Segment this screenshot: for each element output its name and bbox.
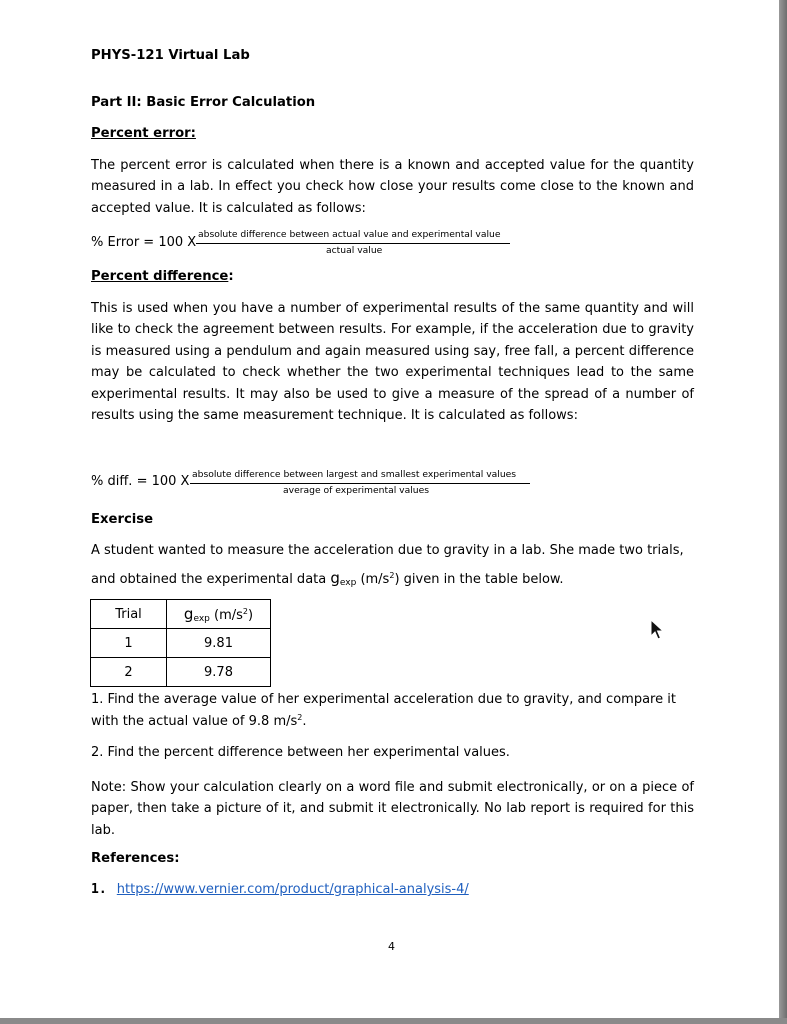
page-edge-shadow-bottom xyxy=(0,1018,787,1024)
gravity-data-table xyxy=(90,599,271,687)
question-1-line2 xyxy=(91,713,307,729)
submission-note: Note: Show your calculation clearly on a word file and submit electronically, or on a piece of paper, then take a picture of it, and submit it electronically. No lab report is required for this lab. xyxy=(91,780,694,838)
units-text: (m/s xyxy=(356,572,390,587)
g-subscript: exp xyxy=(339,578,357,588)
table-cell-value: 9.81 xyxy=(167,629,271,658)
references-heading: References: xyxy=(91,851,180,866)
exercise-intro-line1: A student wanted to measure the acceleration due to gravity in a lab. She made two trials, xyxy=(91,543,684,558)
percent-diff-formula-denominator: average of experimental values xyxy=(283,485,430,496)
units-text: (m/s xyxy=(209,607,243,623)
percent-difference-heading xyxy=(91,269,234,284)
percent-difference-heading-text: Percent difference xyxy=(91,269,229,284)
section-title: Part II: Basic Error Calculation xyxy=(91,95,316,110)
mouse-pointer-icon xyxy=(650,619,666,641)
percent-error-formula-numerator: absolute difference between actual value and experimental value xyxy=(198,229,501,240)
g-symbol: g xyxy=(183,604,194,623)
units-close: ) xyxy=(248,607,254,623)
q1-text: with the actual value of 9.8 m/s xyxy=(91,714,298,729)
g-symbol: g xyxy=(330,569,340,587)
table-header-gexp xyxy=(167,600,271,629)
g-subscript: exp xyxy=(193,613,210,624)
table-row xyxy=(91,629,271,658)
percent-error-heading: Percent error: xyxy=(91,126,196,141)
exercise-intro-line2 xyxy=(91,569,563,588)
q1-period: . xyxy=(302,714,307,729)
units-superscript: 2 xyxy=(242,606,248,616)
percent-difference-paragraph: This is used when you have a number of experimental results of the same quantity and will like to check the agreement between results. For example, if the acceleration due to gravity is measured using a pendulum and again measured using say, free fall, a percent difference may be calculated to check whether the two experimental techniques lead to the same experimental results. It may also be used to give a measure of the spread of a number of results using the same measurement technique. It is calculated as follows: xyxy=(91,301,694,424)
intro-text: and obtained the experimental data xyxy=(91,572,331,587)
table-row xyxy=(91,658,271,687)
question-1-line1: 1. Find the average value of her experimental acceleration due to gravity, and compare it xyxy=(91,692,676,707)
table-cell-trial: 1 xyxy=(91,629,167,658)
page-number: 4 xyxy=(388,940,395,953)
intro-tail: ) given in the table below. xyxy=(394,572,564,587)
page-edge-shadow-right xyxy=(779,0,787,1018)
reference-link[interactable]: https://www.vernier.com/product/graphical-analysis-4/ xyxy=(116,882,469,897)
percent-diff-formula-lhs: % diff. = 100 X xyxy=(91,474,190,489)
table-header-row xyxy=(91,600,271,629)
q1-superscript: 2 xyxy=(297,713,303,722)
percent-difference-heading-colon: : xyxy=(228,269,234,284)
reference-number: 1. xyxy=(91,882,107,897)
percent-error-formula-lhs: % Error = 100 X xyxy=(91,235,197,250)
units-superscript: 2 xyxy=(389,571,395,580)
reference-item xyxy=(91,882,469,897)
table-cell-value: 9.78 xyxy=(167,658,271,687)
percent-error-fraction-bar xyxy=(196,243,510,244)
percent-diff-fraction-bar xyxy=(190,483,530,484)
table-header-trial: Trial xyxy=(91,600,167,629)
percent-error-paragraph: The percent error is calculated when there is a known and accepted value for the quantity measured in a lab. In effect you check how close your results come close to the known and accepted value. It is calculated as follows: xyxy=(91,158,694,216)
course-header: PHYS-121 Virtual Lab xyxy=(91,48,250,63)
percent-error-formula-denominator: actual value xyxy=(326,245,383,256)
exercise-heading: Exercise xyxy=(91,512,154,527)
table-cell-trial: 2 xyxy=(91,658,167,687)
percent-diff-formula-numerator: absolute difference between largest and smallest experimental values xyxy=(192,469,517,480)
question-2: 2. Find the percent difference between her experimental values. xyxy=(91,745,510,760)
